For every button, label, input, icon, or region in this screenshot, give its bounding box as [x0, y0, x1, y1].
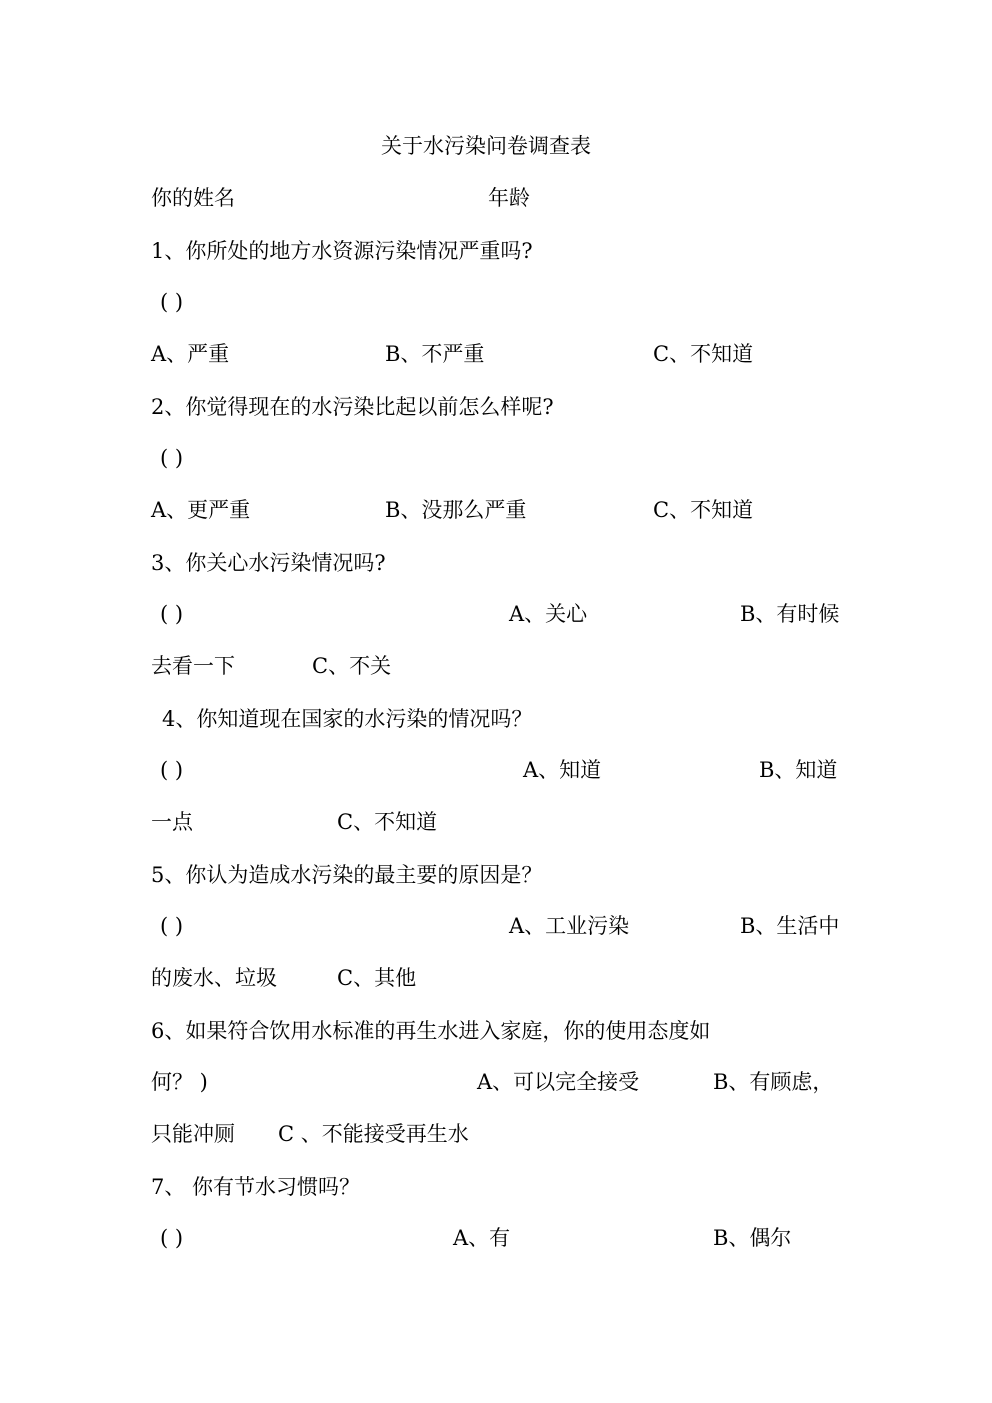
question-6-option-b: B、有顾虑，	[713, 1070, 834, 1094]
question-2-option-b: B、没那么严重	[385, 498, 527, 522]
question-3-option-a: A、关心	[509, 602, 588, 626]
question-1-option-a: A、严重	[151, 342, 230, 366]
question-3-option-b: B、有时候	[740, 602, 840, 626]
question-6-text-continued: 何？ )	[151, 1070, 208, 1094]
question-4-answer-blank: ( )	[160, 758, 184, 782]
question-3-answer-blank: ( )	[160, 602, 184, 626]
question-5-option-b: B、生活中	[740, 914, 840, 938]
question-1-option-b: B、不严重	[385, 342, 485, 366]
question-3-option-b-continued: 去看一下	[151, 654, 235, 678]
question-5-option-c: C、其他	[337, 966, 417, 990]
question-4-option-b-continued: 一点	[151, 810, 193, 834]
question-4-option-b: B、知道	[759, 758, 838, 782]
question-4-option-c: C、不知道	[337, 810, 438, 834]
age-label: 年龄	[488, 186, 530, 210]
question-2-option-a: A、更严重	[151, 498, 251, 522]
question-2-option-c: C、不知道	[653, 498, 754, 522]
name-label: 你的姓名	[151, 186, 235, 210]
question-6-text: 6、如果符合饮用水标准的再生水进入家庭，你的使用态度如	[151, 1019, 711, 1043]
question-5-option-a: A、工业污染	[509, 914, 630, 938]
question-5-option-b-continued: 的废水、垃圾	[151, 966, 277, 990]
question-5-answer-blank: ( )	[160, 914, 184, 938]
question-6-option-a: A、可以完全接受	[477, 1070, 640, 1094]
question-4-text: 4、你知道现在国家的水污染的情况吗？	[162, 707, 533, 731]
question-7-text: 7、 你有节水习惯吗？	[151, 1175, 361, 1199]
question-6-option-c: C 、不能接受再生水	[278, 1122, 469, 1146]
question-2-text: 2、你觉得现在的水污染比起以前怎么样呢?	[151, 395, 554, 419]
question-7-option-a: A、有	[453, 1226, 511, 1250]
question-1-option-c: C、不知道	[653, 342, 754, 366]
question-6-option-b-continued: 只能冲厕	[151, 1122, 235, 1146]
question-7-answer-blank: ( )	[160, 1226, 184, 1250]
question-1-answer-blank: ( )	[160, 290, 184, 314]
page-title: 关于水污染问卷调查表	[381, 134, 591, 158]
question-3-text: 3、你关心水污染情况吗?	[151, 551, 386, 575]
question-1-text: 1、你所处的地方水资源污染情况严重吗?	[151, 239, 533, 263]
question-7-option-b: B、偶尔	[713, 1226, 792, 1250]
question-4-option-a: A、知道	[523, 758, 602, 782]
question-5-text: 5、你认为造成水污染的最主要的原因是？	[151, 863, 543, 887]
question-2-answer-blank: ( )	[160, 446, 184, 470]
question-3-option-c: C、不关	[312, 654, 392, 678]
